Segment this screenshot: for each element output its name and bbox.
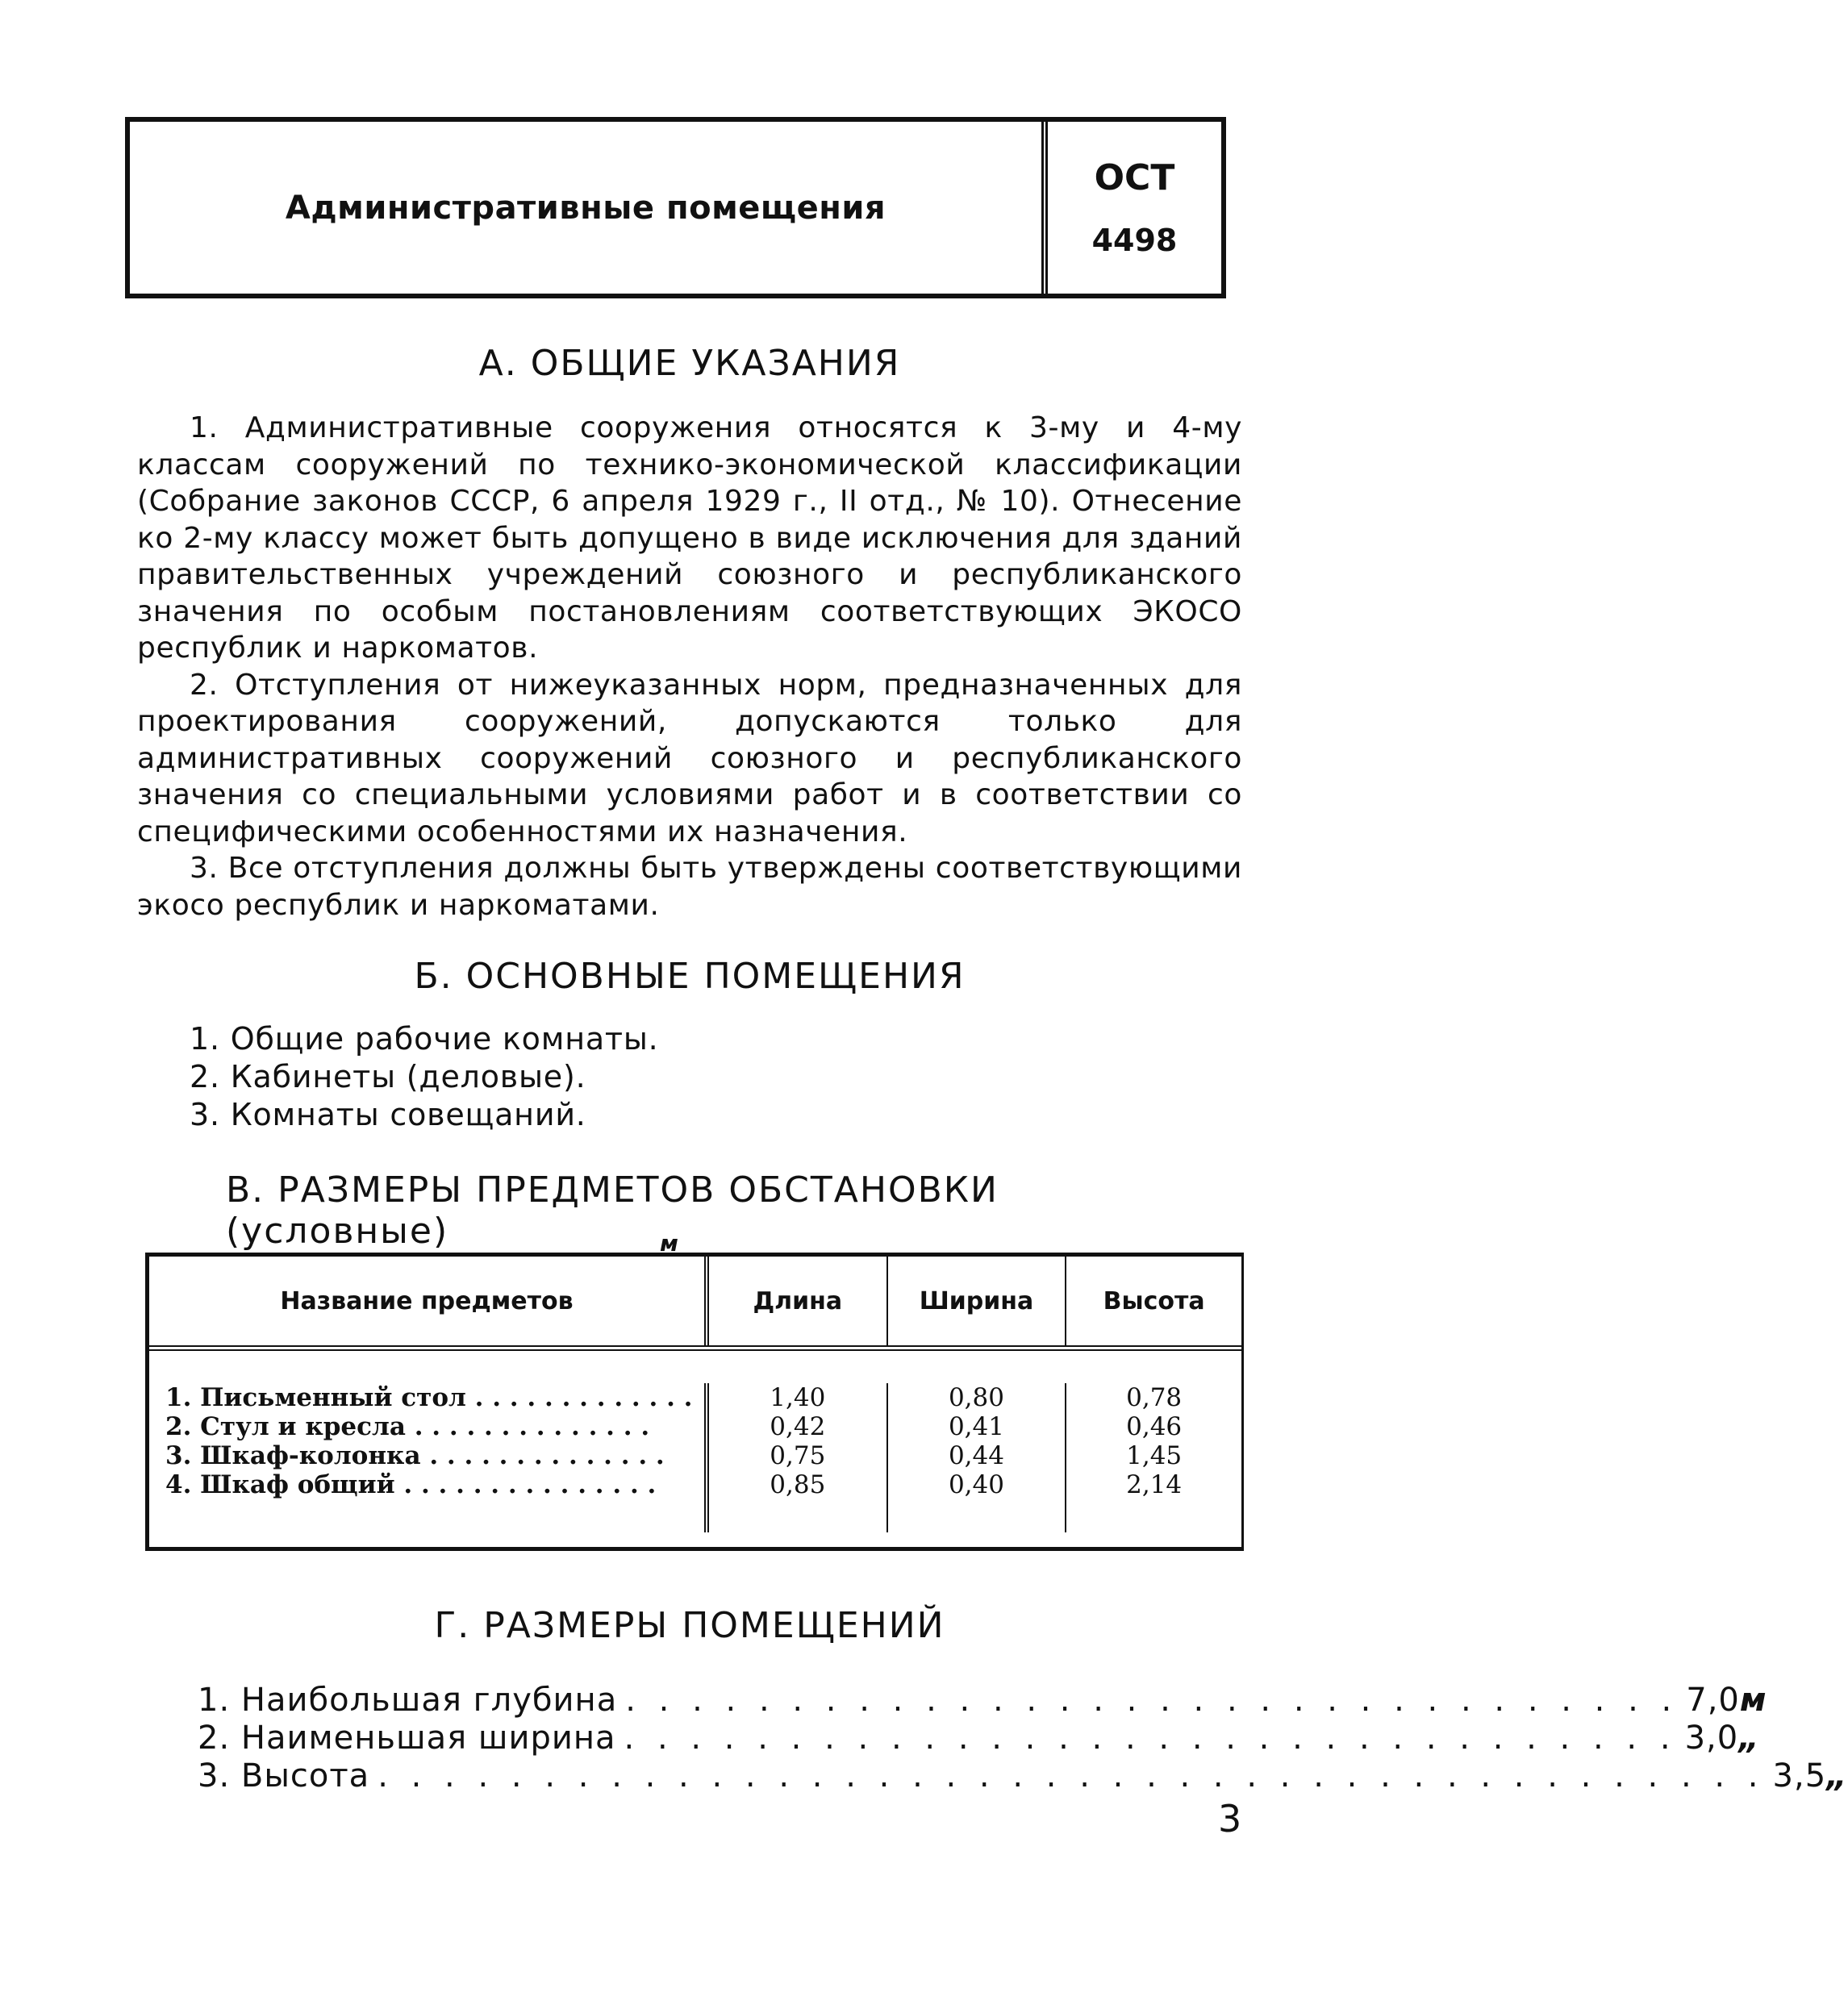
table-row-name: 3. Шкаф-колонка . . . . . . . . . . . . . .	[165, 1441, 665, 1470]
table-unit: м	[660, 1230, 678, 1257]
table-cell-length: 0,42	[770, 1412, 826, 1441]
dimension-unit: „	[1738, 1720, 1760, 1757]
header-width: Ширина	[888, 1257, 1067, 1345]
list-item	[198, 1682, 1767, 1720]
standard-code-number: 4498	[1091, 223, 1178, 258]
list-item: 3. Комнаты совещаний.	[190, 1097, 586, 1132]
furniture-table	[145, 1253, 1244, 1551]
table-row-name: 1. Письменный стол . . . . . . . . . . . . .	[165, 1383, 693, 1412]
section-a-paragraph-1: 1. Административные сооружения относятся к 3-му и 4-му классам сооружений по технико-экономической классификации (Собрание законов СССР, 6 апреля 1929 г., II отд., № 10). Отнесение ко 2-му классу может быть допущено в виде исключения для зданий правительственных учреждений союзного и республиканского значения по особым постановлениям соответствующих ЭКОСО республик и наркоматов.	[137, 411, 1242, 665]
table-row-name: 4. Шкаф общий . . . . . . . . . . . . . . .	[165, 1470, 657, 1499]
list-item	[198, 1720, 1760, 1757]
dimension-value: 7,0	[1686, 1682, 1740, 1719]
section-b-heading: Б. ОСНОВНЫЕ ПОМЕЩЕНИЯ	[414, 956, 966, 997]
dimension-label: 3. Высота	[198, 1757, 370, 1795]
list-item: 2. Кабинеты (деловые).	[190, 1059, 586, 1094]
dot-leader: . . . . . . . . . . . . . . . . . . . . . . . . . . . . . . . . . . . . . . . . . .	[378, 1757, 1765, 1795]
list-item	[198, 1757, 1848, 1795]
table-cell-length: 0,75	[770, 1441, 826, 1470]
table-body	[149, 1351, 1241, 1532]
dimension-unit: „	[1826, 1757, 1848, 1795]
room-dimensions-list	[198, 1682, 1848, 1795]
dot-leader: . . . . . . . . . . . . . . . . . . . . . . . . . . . . . . . .	[625, 1682, 1679, 1719]
list-item: 1. Общие рабочие комнаты.	[190, 1021, 659, 1057]
table-cell-height: 1,45	[1126, 1441, 1183, 1470]
header-name: Название предметов	[149, 1257, 709, 1345]
header-height: Высота	[1103, 1286, 1205, 1315]
page-number: 3	[1218, 1797, 1242, 1841]
document-header	[125, 117, 1226, 298]
dimension-value: 3,5	[1772, 1757, 1827, 1795]
dimension-label: 2. Наименьшая ширина	[198, 1720, 616, 1757]
length-column	[709, 1383, 888, 1532]
section-g-heading: Г. РАЗМЕРЫ ПОМЕЩЕНИЙ	[434, 1605, 945, 1646]
section-v-heading: В. РАЗМЕРЫ ПРЕДМЕТОВ ОБСТАНОВКИ (условные)	[226, 1169, 999, 1252]
table-header-row	[149, 1257, 1241, 1351]
height-column	[1066, 1383, 1241, 1532]
section-b-list	[190, 1020, 659, 1134]
dimension-label: 1. Наибольшая глубина	[198, 1682, 618, 1719]
table-cell-width: 0,41	[948, 1412, 1004, 1441]
table-cell-height: 0,46	[1126, 1412, 1183, 1441]
table-row-name: 2. Стул и кресла . . . . . . . . . . . . . .	[165, 1412, 650, 1441]
section-a-heading: А. ОБЩИЕ УКАЗАНИЯ	[478, 343, 901, 384]
section-a-body	[137, 410, 1242, 923]
table-cell-height: 0,78	[1126, 1383, 1183, 1412]
section-a-paragraph-3: 3. Все отступления должны быть утверждены соответствующими экосо республик и наркоматами.	[137, 852, 1242, 922]
document-title: Административные помещения	[130, 122, 1048, 294]
table-cell-height: 2,14	[1126, 1470, 1183, 1499]
standard-code	[1048, 122, 1221, 294]
table-cell-length: 0,85	[770, 1470, 826, 1499]
header-length: Длина	[709, 1257, 888, 1345]
table-cell-width: 0,44	[948, 1441, 1004, 1470]
standard-code-label: ОСТ	[1094, 157, 1175, 198]
dimension-unit: м	[1739, 1682, 1767, 1719]
width-column	[888, 1383, 1067, 1532]
table-cell-width: 0,80	[948, 1383, 1004, 1412]
dimension-value: 3,0	[1684, 1720, 1739, 1757]
table-cell-width: 0,40	[948, 1470, 1004, 1499]
names-column	[149, 1383, 709, 1532]
table-cell-length: 1,40	[770, 1383, 826, 1412]
section-a-paragraph-2: 2. Отступления от нижеуказанных норм, предназначенных для проектирования сооружений, допускаются только для административных сооружений союзного и республиканского значения со специальными условиями работ и в соответствии со специфическими особенностями их назначения.	[137, 668, 1242, 848]
dot-leader: . . . . . . . . . . . . . . . . . . . . . . . . . . . . . . . .	[624, 1720, 1677, 1757]
